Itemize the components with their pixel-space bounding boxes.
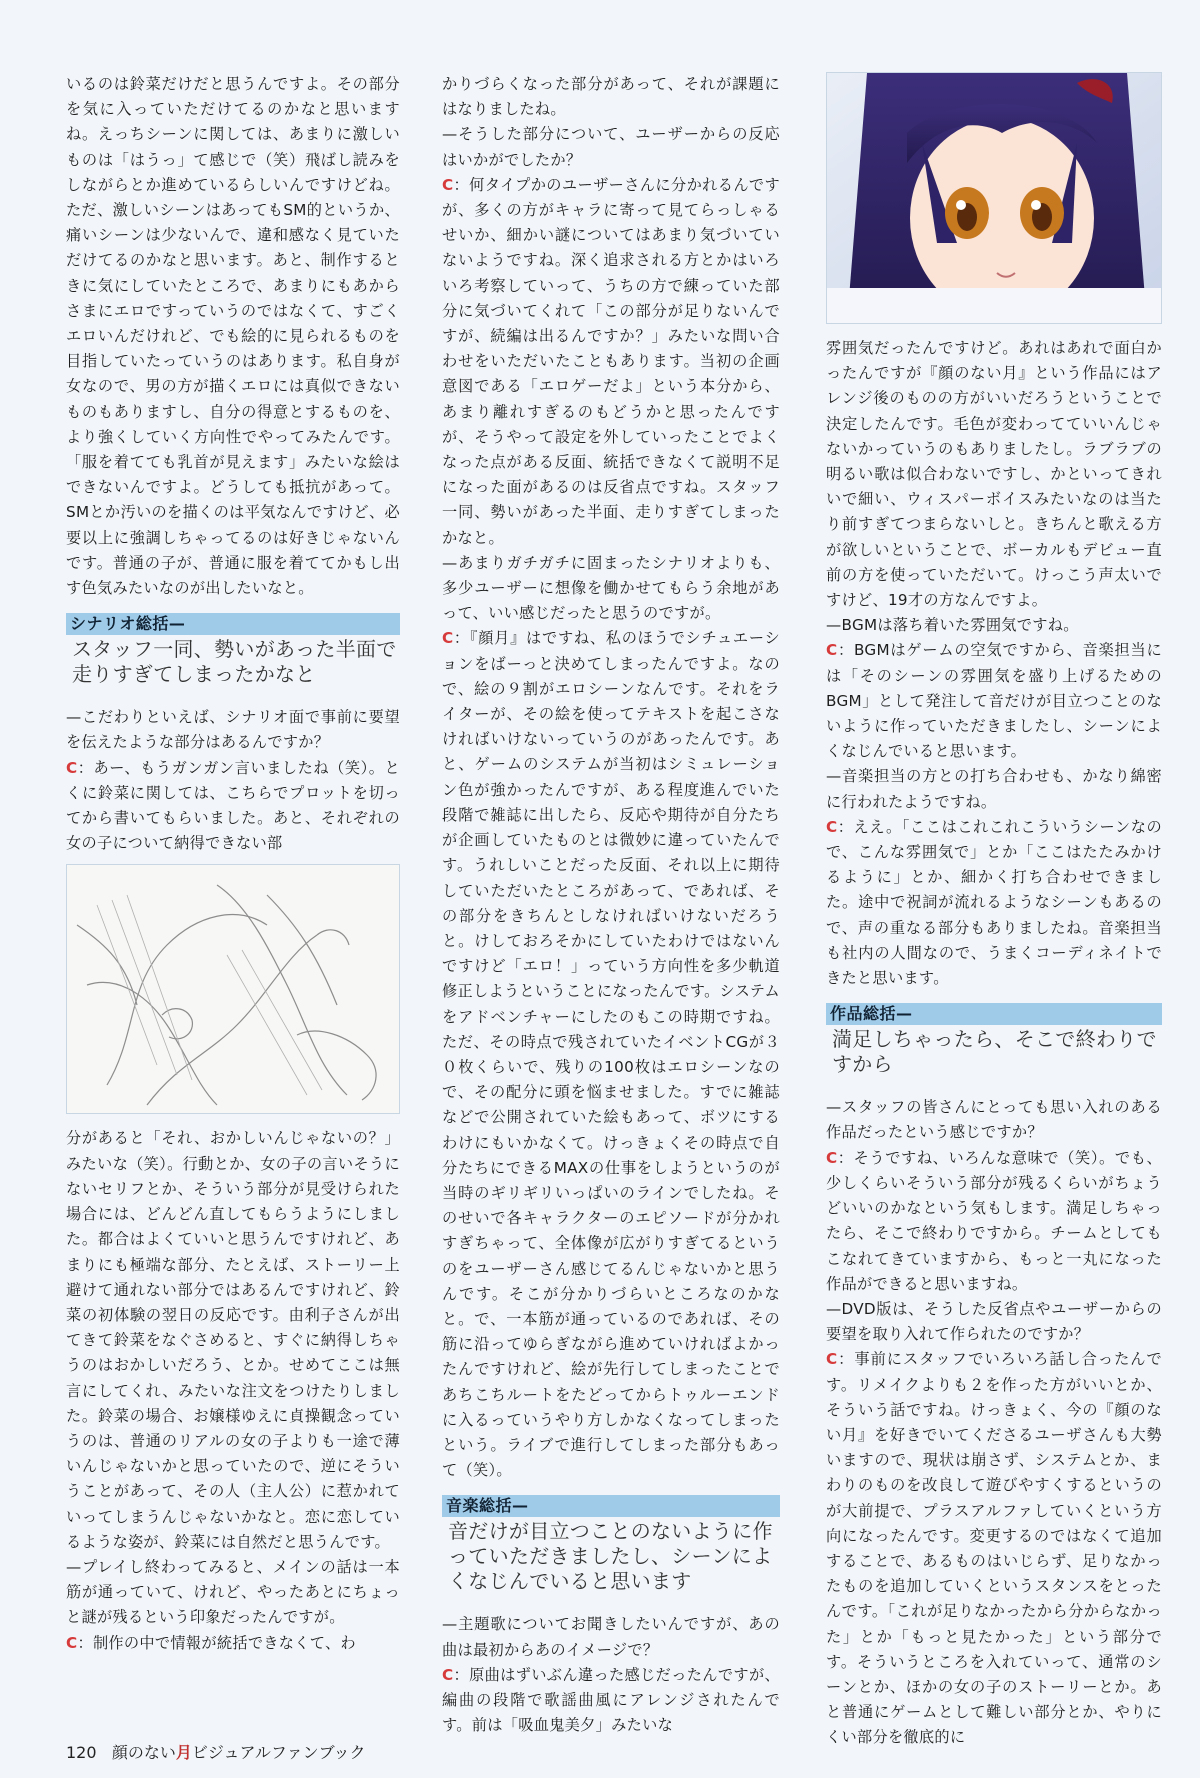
answer-text: ：ええ。「ここはこれこれこういうシーンなので、こんな雰囲気で」とか「ここはたたみかけるように」とか、細かく打ち合わせできました。途中で祝詞が流れるようなシーンもあるので、声の重なる部分もありましたね。音楽担当も社内の人間なので、うまくコーディネイトできたと思います。 [826, 817, 1162, 988]
speaker-mark: C [442, 175, 454, 194]
answer [826, 815, 1162, 991]
section-headline: スタッフ一同、勢いがあった半面で走りすぎてしまったかなと [72, 637, 397, 687]
speaker-mark: C [826, 1148, 838, 1167]
character-portrait [827, 73, 1161, 323]
speaker-mark: C [826, 1350, 838, 1369]
paragraph: いるのは鈴菜だけだと思うんですよ。その部分を気に入っていただけてるのかなと思いますね。えっちシーンに関しては、あまりに激しいものは「はうっ」て感じで（笑）飛ばし読みをしながらとか進めているらしいんですけどね。ただ、激しいシーンはあってもSM的というか、痛いシーンは少ないんで、違和感なく見ていただけてるのかなと思います。あと、制作するときに気にしていたところで、あまりにもあからさまにエロですっていうのではなくて、すごくエロいんだけれど、でも絵的に見られるものを目指していたっていうのはあります。私自身が女なので、男の方が描くエロには真似できないものもありますし、自分の得意とするものを、より強くしていく方向性でやってみたんです。「服を着てても乳首が見えます」みたいな絵はできないんですよ。どうしても抵抗があって。SMとか汚いのを描くのは平気なんですけど、必要以上に強調しちゃってるのは好きじゃないんです。普通の子が、普通に服を着ててかもし出す色気みたいなのが出したいなと。 [66, 75, 400, 598]
section-label: 音楽総括— [442, 1495, 780, 1517]
question: —こだわりといえば、シナリオ面で事前に要望を伝えたような部分はあるんですか？ [66, 708, 400, 752]
column-1 [66, 72, 400, 1656]
answer-text: ：BGMはゲームの空気ですから、音楽担当には「そのシーンの雰囲気を盛り上げるためのBGM」として発注して音だけが目立つことのないように作っていただきましたし、シーンによくなじんでいると思います。 [826, 641, 1162, 761]
answer [826, 1347, 1162, 1750]
section-label: 作品総括— [826, 1003, 1162, 1025]
character-illustration [826, 72, 1162, 324]
answer [442, 1663, 780, 1739]
page-number: 120 [66, 1743, 97, 1762]
answer [826, 1146, 1162, 1297]
question: —DVD版は、そうした反省点やユーザーからの要望を取り入れて作られたのですか？ [826, 1299, 1162, 1344]
question: —あまりガチガチに固まったシナリオよりも、多少ユーザーに想像を働かせてもらう余地があって、いい感じだったと思うのですが。 [442, 553, 780, 623]
answer [66, 1631, 400, 1656]
answer [826, 638, 1162, 764]
answer-text: ：あー、もうガンガン言いましたね（笑）。とくに鈴菜に関しては、こちらでプロットを切ってから書いてもらいました。あと、それぞれの女の子について納得できない部 [66, 758, 400, 853]
answer-text: ：原曲はずいぶん違った感じだったんですが、編曲の段階で歌謡曲風にアレンジされたんです。前は「吸血鬼美夕」みたいな [442, 1665, 780, 1735]
speaker-mark: C [442, 1665, 454, 1684]
question: —BGMは落ち着いた雰囲気ですね。 [826, 616, 1079, 635]
column-3 [826, 72, 1162, 1751]
paragraph: かりづらくなった部分があって、それが課題にはなりましたね。 [442, 75, 780, 119]
paragraph: 雰囲気だったんですけど。あれはあれで面白かったんですが『顔のない月』という作品にはアレンジ後のものの方がいいだろうということで決定したんです。毛色が変わってていいんじゃないかっていうのもありましたし。ラブラブの明るい歌は似合わないですし、かといってきれいで細い、ウィスパーボイスみたいなのは当たり前すぎてつまらないしと。きちんと歌える方が欲しいということで、ボーカルもデビュー直前の方を使っていただいて。けっこう声太いですけど、19才の方なんですよ。 [826, 339, 1162, 610]
paragraph: 分があると「それ、おかしいんじゃないの？」みたいな（笑）。行動とか、女の子の言いそうにないセリフとか、そういう部分が見受けられた場合には、どんどん直してもらうようにしました。都合はよくていいと思うんですけれど、あまりにも極端な部分、たとえば、ストーリー上避けて通れない部分ではあるんですけれど、鈴菜の初体験の翌日の反応です。由利子さんが出てきて鈴菜をなぐさめると、すぐに納得しちゃうのはおかしいだろう、とか。せめてここは無言にしてくれ、みたいな注文をつけたりしました。鈴菜の場合、お嬢様ゆえに貞操観念っていうのは、普通のリアルの女の子よりも一途で薄いんじゃないかと思っていたので、逆にそういうことがあって、その人（主人公）に惹かれていってしまうんじゃないかなと。恋に恋しているような姿が、鈴菜には自然だと思うんです。 [66, 1129, 400, 1551]
book-title-post: ビジュアルファンブック [191, 1743, 366, 1762]
section-label: シナリオ総括— [66, 613, 400, 635]
question: —そうした部分について、ユーザーからの反応はいかがでしたか？ [442, 125, 780, 169]
answer-text: ：事前にスタッフでいろいろ話し合ったんです。リメイクよりも２を作った方がいいとか、そういう話ですね。けっきょく、今の『顔のない月』を好きでいてくださるユーザさんも大勢いますので、現状は崩さず、システムとか、まわりのものを改良して遊びやすくするというのが大前提で、プラスアルファしていくという方向になったんです。変更するのではなくて追加することで、あるものはいじらず、足りなかったものを追加していくというスタンスをとったんです。「これが足りなかったから分からなかった」とか「もっと見たかった」という部分です。そういうところを入れていって、通常のシーンとか、ほかの女の子のストーリーとか。あと普通にゲームとして難しい部分とか、やりにくい部分を徹底的に [826, 1350, 1162, 1747]
answer-text: ：『顔月』はですね、私のほうでシチュエーションをばーっと決めてしまったんですよ。なので、絵の９割がエロシーンなんです。それをライターが、その絵を使ってテキストを起こさなければいけないっていうのがあったんです。あと、ゲームのシステムが当初はシミュレーション色が強かったんですが、ある程度進んでいた段階で雑誌に出したら、反応や期待が自分たちが企画していたものとは微妙に違っていたんです。うれしいことだった反面、それ以上に期待していただいたところがあって、であれば、その部分をきちんとしなければいけないだろうと。けしておろそかにしていたわけではないんですけど「エロ！」っていう方向性を多少軌道修正しようということになったんです。システムをアドベンチャーにしたのもこの時期ですね。ただ、その時点で残されていたイベントCGが３０枚くらいで、残りの100枚はエロシーンなので、その配分に頭を悩ませました。すでに雑誌などで公開されていた絵もあって、ボツにするわけにもいかなくて。けっきょくその時点で自分たちにできるMAXの仕事をしようというのが当時のギリギリいっぱいのラインでしたね。そのせいで各キャラクターのエピソードが分かれすぎちゃって、全体像が広がりすぎてるというのをユーザーさん感じてるんじゃないかと思うんです。そこが分かりづらいところなのかなと。で、一本筋が通っているのであれば、その筋に沿ってゆらぎながら進めていければよかったんですけれど、絵が先行してしまったことであちこちルートをたどってからトゥルーエンドに入るっていうやり方しかなくなってしまったという。ライブで進行してしまった部分もあって（笑）。 [442, 629, 780, 1480]
question: —プレイし終わってみると、メインの話は一本筋が通っていて、けれど、やったあとにちょっと謎が残るという印象だったんですが。 [66, 1557, 400, 1627]
section-headline: 音だけが目立つことのないように作っていただきましたし、シーンによくなじんでいると思います [448, 1519, 773, 1594]
book-title-moon: 月 [175, 1743, 192, 1762]
answer [66, 756, 400, 857]
sketch-illustration [66, 864, 400, 1114]
speaker-mark: C [66, 758, 78, 777]
answer [442, 626, 780, 1483]
speaker-mark: C [826, 641, 838, 660]
question: —スタッフの皆さんにとっても思い入れのある作品だったという感じですか？ [826, 1098, 1162, 1142]
answer-text: ：何タイプかのユーザーさんに分かれるんですが、多くの方がキャラに寄って見てらっしゃるせいか、細かい謎についてはあまり気づいていないようですね。深く追求される方とかはいろいろ考察していって、うちの方で練っていた部分に気づいてくれて「この部分が足りないんですが、続編は出るんですか？」みたいな問い合わせをいただいたこともあります。当初の企画意図である「エロゲーだよ」という本分から、あまり離れすぎるのもどうかと思ったんですが、そうやって設定を外していったことでよくなった点がある反面、統括できなくて説明不足になった面があるのは反省点ですね。スタッフ一同、勢いがあった半面、走りすぎてしまったかなと。 [442, 175, 780, 547]
section-scenario [66, 613, 400, 687]
section-headline: 満足しちゃったら、そこで終わりですから [832, 1027, 1157, 1077]
sketch-drawing [67, 865, 399, 1113]
column-2 [442, 72, 780, 1738]
question: —音楽担当の方との打ち合わせも、かなり綿密に行われたようですね。 [826, 767, 1162, 811]
answer-text: ：そうですね、いろんな意味で（笑）。でも、少しくらいそういう部分が残るくらいがちょうどいいのかなという気もします。満足しちゃったら、そこで終わりですから。チームとしてもこなれてきていますから、もっと一丸になった作品ができると思いますね。 [826, 1148, 1162, 1293]
section-work [826, 1003, 1162, 1077]
book-title-pre: 顔のない [111, 1743, 176, 1762]
question: —主題歌についてお聞きしたいんですが、あの曲は最初からあのイメージで？ [442, 1615, 780, 1659]
speaker-mark: C [442, 629, 454, 648]
speaker-mark: C [66, 1633, 78, 1652]
answer-text: ：制作の中で情報が統括できなくて、わ [77, 1633, 356, 1652]
section-music [442, 1495, 780, 1594]
speaker-mark: C [826, 817, 838, 836]
answer [442, 173, 780, 551]
page-footer [66, 1740, 365, 1763]
